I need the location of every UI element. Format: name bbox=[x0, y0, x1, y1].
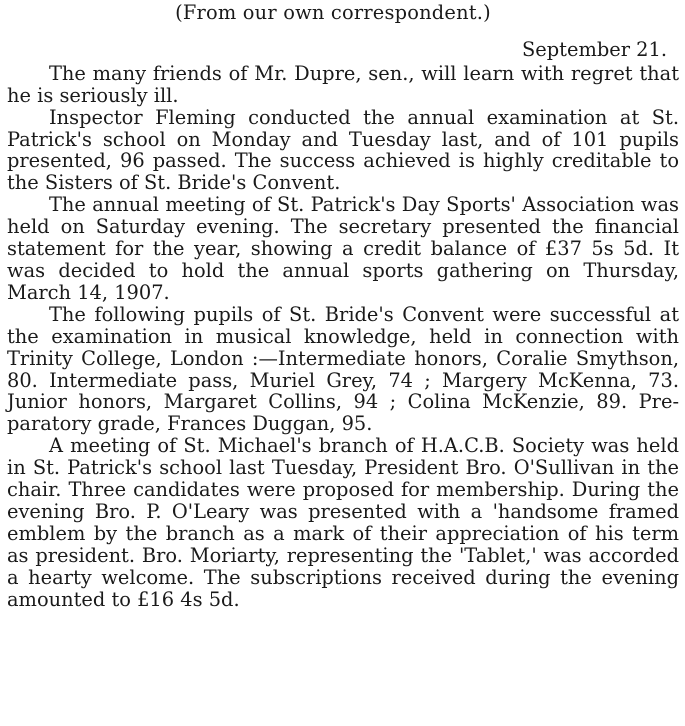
paragraph-school-examination: Inspector Fleming conducted the annual examination at St. Patrick's school on Monday and Tuesday last, and of 101 pupils presented, 96 passed. The success achieved is highly creditable to the Sisters of St. Bride's Convent. bbox=[7, 105, 679, 195]
paragraph-music-results: The following pupils of St. Bride's Convent were successful at the examination in musical knowledge, held in connection with Trinity College, London :—Intermediate honors, Coralie Smythson, 80. Intermediate pass, Muriel Grey, 74 ; Margery McKenna, 73. Junior honors, Margaret Collins, 94 ; Colina McKenzie, 89. Preparatory grade, Frances Duggan, 95. bbox=[7, 302, 679, 436]
paragraph-hacb-meeting: A meeting of St. Michael's branch of H.A.C.B. Society was held in St. Patrick's school last Tuesday, President Bro. O'Sullivan in the chair. Three candidates were proposed for membership. During the evening Bro. P. O'Leary was presented with a 'handsome framed emblem by the branch as a mark of their appreciation of his term as president. Bro. Moriarty, representing the 'Tablet,' was accorded a hearty welcome. The subscriptions received during the evening amounted to £16 4s 5d. bbox=[7, 434, 679, 611]
correspondent-heading: (From our own correspondent.) bbox=[175, 1, 491, 24]
news-column bbox=[7, 2, 679, 610]
dateline: September 21. bbox=[522, 37, 667, 61]
paragraph-sports-association: The annual meeting of St. Patrick's Day Sports' Association was held on Saturday evening. The secretary presented the financial statement for the year, showing a credit balance of £37 5s 5d. It was decided to hold the annual sports gathering on Thursday, March 14, 1907. bbox=[7, 193, 679, 304]
paragraph-dupre-illness: The many friends of Mr. Dupre, sen., will learn with regret that he is seriously ill. bbox=[7, 61, 679, 107]
